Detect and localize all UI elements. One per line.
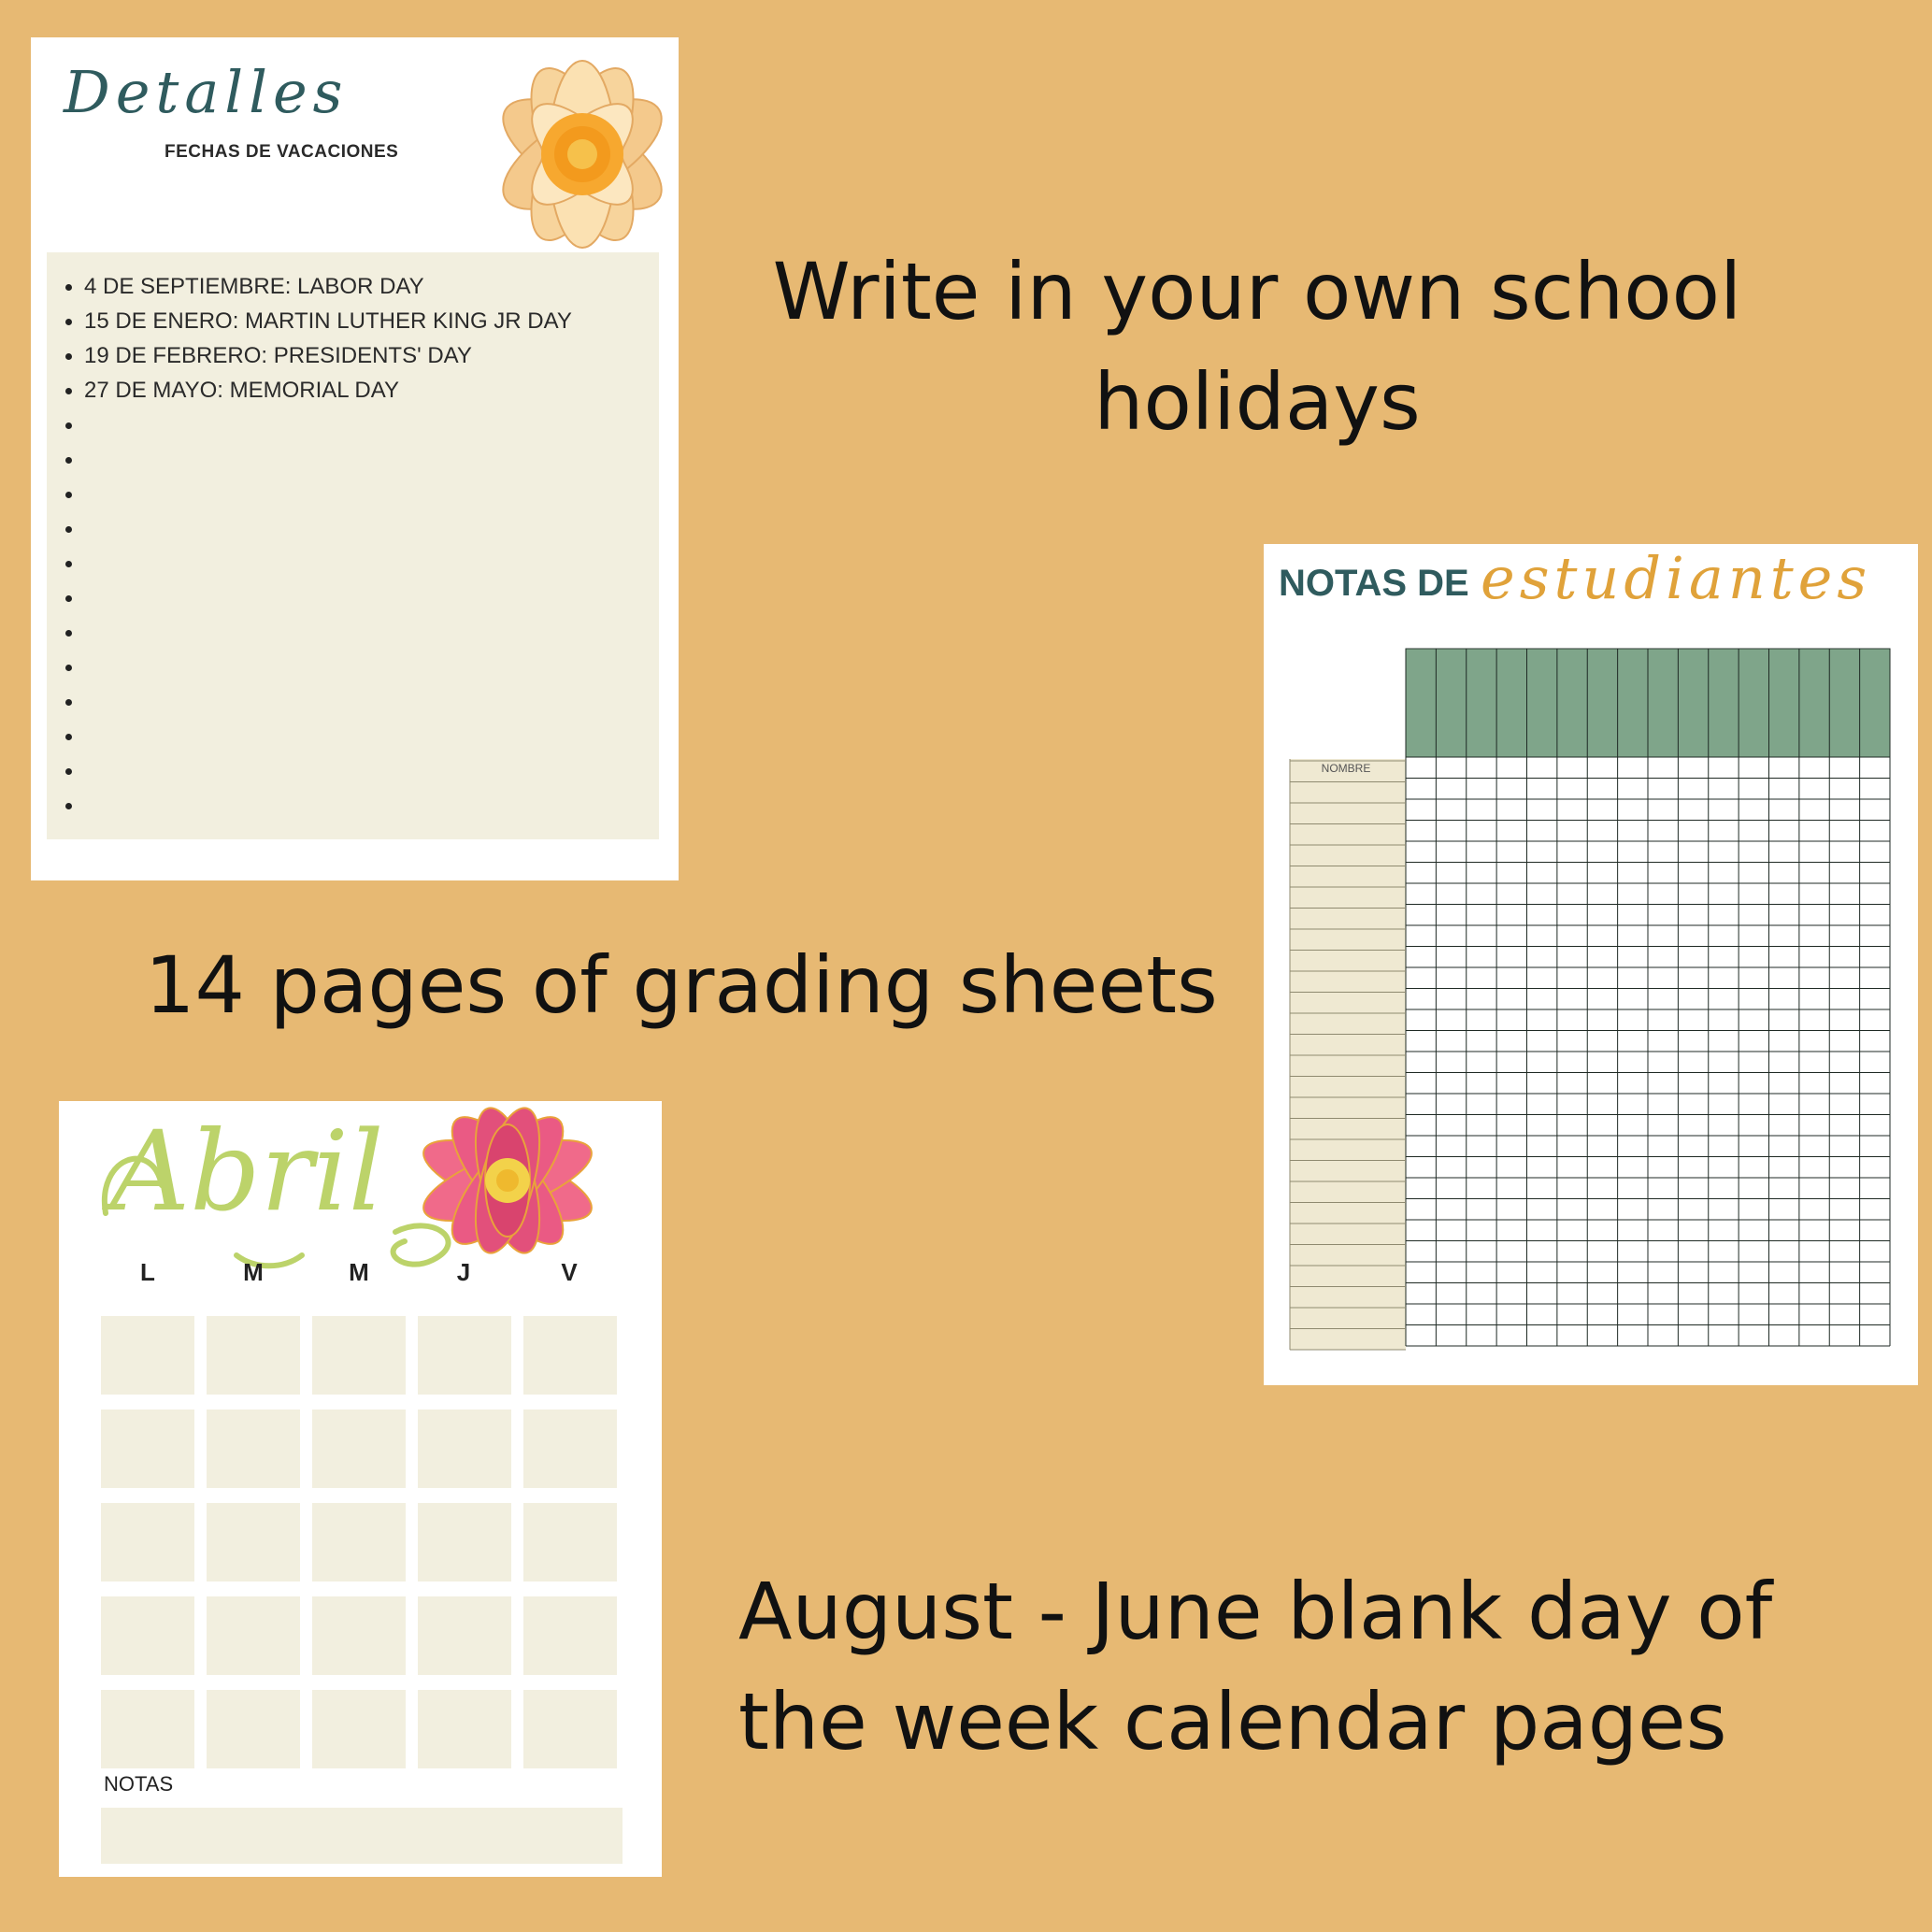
list-item — [65, 719, 659, 753]
calendar-day-cell — [312, 1690, 406, 1768]
calendar-day-cell — [312, 1596, 406, 1675]
list-item — [65, 753, 659, 788]
weekday-header — [101, 1258, 620, 1295]
list-item — [65, 788, 659, 823]
vacation-dates-heading: FECHAS DE VACACIONES — [165, 142, 399, 162]
weekday-monday: L — [140, 1258, 155, 1286]
calendar-day-cell — [418, 1316, 511, 1395]
list-item: 19 DE FEBRERO: PRESIDENTS' DAY — [65, 338, 659, 373]
list-item: 27 DE MAYO: MEMORIAL DAY — [65, 373, 659, 408]
list-item — [65, 511, 659, 546]
holidays-caption — [738, 236, 1776, 457]
list-item — [65, 580, 659, 615]
holiday-list-panel — [47, 252, 659, 839]
weekday-thursday: J — [456, 1258, 471, 1286]
name-column — [1290, 759, 1406, 1350]
notes-label: NOTAS — [104, 1772, 174, 1796]
calendar-day-cell — [207, 1410, 300, 1488]
calendar-sheet — [59, 1101, 662, 1877]
list-item — [65, 546, 659, 580]
details-title: Detalles — [64, 58, 349, 126]
calendar-day-cell — [418, 1690, 511, 1768]
weekday-tuesday: M — [243, 1258, 264, 1286]
name-column-header: NOMBRE — [1321, 762, 1371, 775]
calendar-day-cell — [101, 1316, 194, 1395]
calendar-day-cell — [523, 1503, 617, 1581]
calendar-day-cell — [101, 1503, 194, 1581]
list-item — [65, 650, 659, 684]
calendar-day-cell — [312, 1410, 406, 1488]
weekday-friday: V — [561, 1258, 578, 1286]
month-title: Abril — [110, 1107, 384, 1236]
notes-box — [101, 1808, 623, 1864]
calendar-day-cell — [207, 1690, 300, 1768]
water-lily-pink-icon — [405, 1101, 629, 1279]
grading-title-part-1: NOTAS DE — [1279, 563, 1469, 604]
list-item: 4 DE SEPTIEMBRE: LABOR DAY — [65, 269, 659, 304]
calendar-day-cell — [418, 1410, 511, 1488]
calendar-day-cell — [207, 1316, 300, 1395]
grading-title-part-2: estudiantes — [1481, 544, 1872, 612]
list-item — [65, 408, 659, 442]
calendar-day-cell — [312, 1316, 406, 1395]
grading-caption: 14 pages of grading sheets — [145, 939, 1218, 1031]
calendar-caption — [738, 1556, 1772, 1777]
holiday-details-sheet — [31, 37, 679, 880]
name-column-background — [1290, 759, 1406, 1350]
calendar-caption-line-1: August - June blank day of — [738, 1566, 1773, 1657]
calendar-day-cell — [101, 1596, 194, 1675]
calendar-caption-line-2: the week calendar pages — [738, 1676, 1727, 1767]
list-item — [65, 442, 659, 477]
holidays-caption-line-1: Write in your own school — [772, 246, 1742, 337]
holiday-list — [47, 252, 659, 823]
calendar-day-cell — [418, 1503, 511, 1581]
grade-grid — [1264, 544, 1918, 1385]
calendar-day-cell — [418, 1596, 511, 1675]
list-item: 15 DE ENERO: MARTIN LUTHER KING JR DAY — [65, 304, 659, 338]
water-lily-yellow-icon — [442, 37, 679, 271]
calendar-day-cell — [101, 1690, 194, 1768]
list-item — [65, 477, 659, 511]
calendar-day-cell — [207, 1596, 300, 1675]
calendar-day-cell — [207, 1503, 300, 1581]
calendar-day-cell — [523, 1596, 617, 1675]
calendar-day-cell — [312, 1503, 406, 1581]
list-item — [65, 615, 659, 650]
calendar-day-cell — [523, 1410, 617, 1488]
calendar-day-cell — [523, 1316, 617, 1395]
calendar-day-cell — [101, 1410, 194, 1488]
grading-sheet — [1264, 544, 1918, 1385]
weekday-wednesday: M — [349, 1258, 369, 1286]
calendar-day-cell — [523, 1690, 617, 1768]
list-item — [65, 684, 659, 719]
holidays-caption-line-2: holidays — [1094, 356, 1421, 448]
